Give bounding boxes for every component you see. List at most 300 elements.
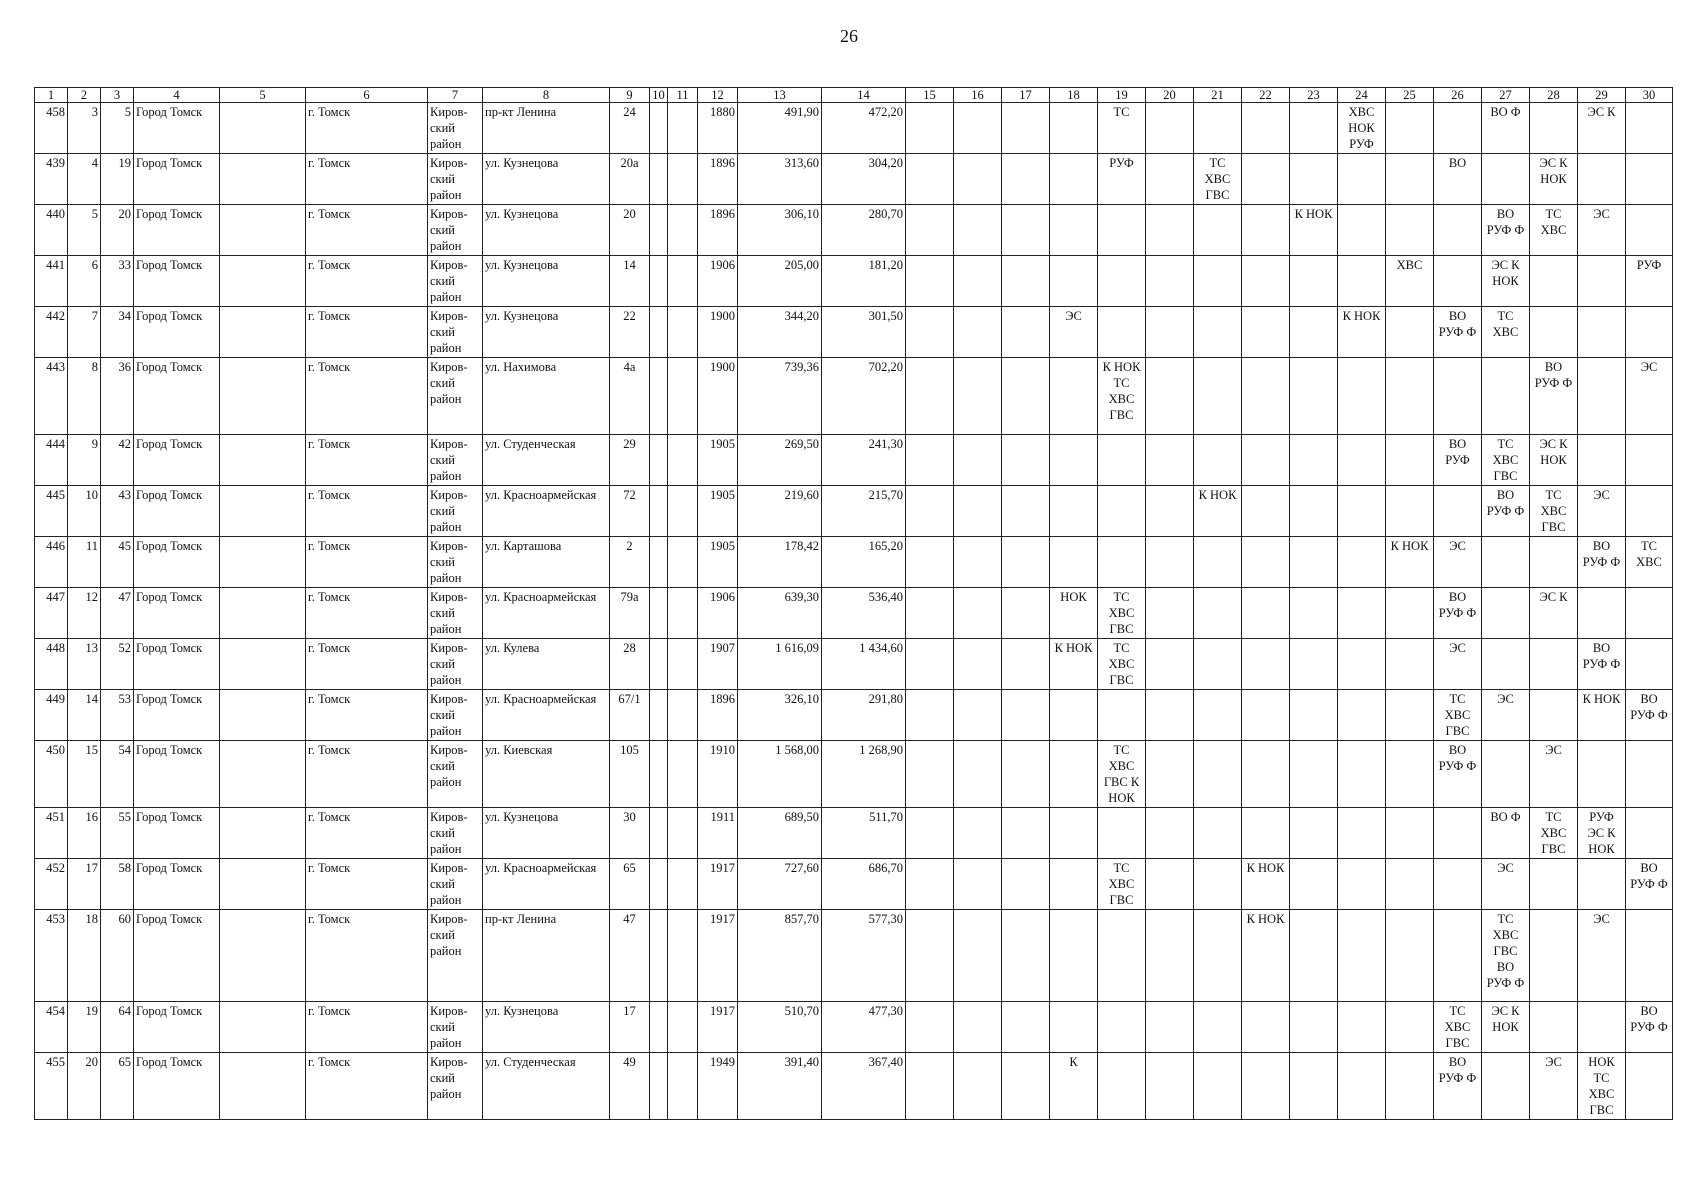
table-cell-col-30: РУФ	[1626, 256, 1673, 307]
table-cell-col-5	[220, 256, 306, 307]
table-cell-col-6: г. Томск	[306, 256, 428, 307]
table-cell-col-27	[1482, 537, 1530, 588]
table-cell-col-23	[1290, 741, 1338, 808]
table-cell-col-28: ТС ХВС ГВС	[1530, 808, 1578, 859]
table-cell-col-18	[1050, 435, 1098, 486]
table-cell-col-19	[1098, 910, 1146, 1002]
table-cell-col-23	[1290, 435, 1338, 486]
table-row	[35, 690, 1673, 741]
table-cell-col-25	[1386, 205, 1434, 256]
table-cell-col-7: Киров-ский район	[428, 639, 483, 690]
table-cell-col-7: Киров-ский район	[428, 358, 483, 435]
table-cell-col-25	[1386, 358, 1434, 435]
table-cell-col-12: 1949	[698, 1053, 738, 1120]
table-cell-col-20	[1146, 154, 1194, 205]
table-cell-col-21	[1194, 256, 1242, 307]
table-cell-col-26: ВО РУФ Ф	[1434, 588, 1482, 639]
table-cell-col-6: г. Томск	[306, 486, 428, 537]
table-cell-col-18: К НОК	[1050, 639, 1098, 690]
table-cell-col-10	[650, 1053, 668, 1120]
table-cell-col-14: 301,50	[822, 307, 906, 358]
table-cell-col-21	[1194, 1053, 1242, 1120]
table-cell-col-24	[1338, 741, 1386, 808]
table-cell-col-5	[220, 588, 306, 639]
table-cell-col-23	[1290, 307, 1338, 358]
table-cell-col-26	[1434, 256, 1482, 307]
table-cell-col-14: 241,30	[822, 435, 906, 486]
table-cell-col-20	[1146, 358, 1194, 435]
column-header-6: 6	[306, 88, 428, 103]
table-cell-col-22	[1242, 639, 1290, 690]
table-cell-col-19	[1098, 1053, 1146, 1120]
table-cell-col-4: Город Томск	[134, 1053, 220, 1120]
table-cell-col-10	[650, 690, 668, 741]
column-header-18: 18	[1050, 88, 1098, 103]
table-cell-col-26: ВО РУФ Ф	[1434, 741, 1482, 808]
column-header-1: 1	[35, 88, 68, 103]
table-cell-col-5	[220, 307, 306, 358]
table-cell-col-13: 1 568,00	[738, 741, 822, 808]
table-cell-col-25	[1386, 1002, 1434, 1053]
table-cell-col-9: 30	[610, 808, 650, 859]
table-cell-col-11	[668, 205, 698, 256]
table-cell-col-6: г. Томск	[306, 537, 428, 588]
table-cell-col-23	[1290, 808, 1338, 859]
table-cell-col-13: 391,40	[738, 1053, 822, 1120]
table-cell-col-11	[668, 1053, 698, 1120]
table-cell-col-8: ул. Кузнецова	[483, 256, 610, 307]
table-cell-col-14: 280,70	[822, 205, 906, 256]
table-row	[35, 910, 1673, 1002]
table-cell-col-4: Город Томск	[134, 486, 220, 537]
table-cell-col-1: 458	[35, 103, 68, 154]
table-cell-col-25	[1386, 859, 1434, 910]
table-cell-col-7: Киров-ский район	[428, 741, 483, 808]
table-cell-col-6: г. Томск	[306, 639, 428, 690]
table-row	[35, 103, 1673, 154]
table-cell-col-9: 24	[610, 103, 650, 154]
table-cell-col-4: Город Томск	[134, 639, 220, 690]
table-cell-col-13: 219,60	[738, 486, 822, 537]
table-cell-col-15	[906, 690, 954, 741]
table-cell-col-12: 1905	[698, 537, 738, 588]
table-cell-col-17	[1002, 205, 1050, 256]
table-cell-col-2: 16	[68, 808, 101, 859]
table-cell-col-7: Киров-ский район	[428, 537, 483, 588]
table-cell-col-22	[1242, 486, 1290, 537]
table-cell-col-16	[954, 639, 1002, 690]
table-cell-col-4: Город Томск	[134, 154, 220, 205]
table-cell-col-13: 313,60	[738, 154, 822, 205]
table-cell-col-25	[1386, 1053, 1434, 1120]
table-cell-col-15	[906, 1053, 954, 1120]
table-cell-col-24	[1338, 910, 1386, 1002]
table-cell-col-20	[1146, 537, 1194, 588]
column-header-25: 25	[1386, 88, 1434, 103]
table-cell-col-11	[668, 154, 698, 205]
table-cell-col-30: ТС ХВС	[1626, 537, 1673, 588]
table-cell-col-8: пр-кт Ленина	[483, 910, 610, 1002]
table-cell-col-17	[1002, 1002, 1050, 1053]
table-cell-col-27: ТС ХВС ГВС ВО РУФ Ф	[1482, 910, 1530, 1002]
table-cell-col-15	[906, 307, 954, 358]
table-cell-col-6: г. Томск	[306, 1053, 428, 1120]
table-cell-col-26: ВО РУФ	[1434, 435, 1482, 486]
table-cell-col-23	[1290, 910, 1338, 1002]
table-cell-col-5	[220, 205, 306, 256]
table-cell-col-22: К НОК	[1242, 910, 1290, 1002]
table-cell-col-22	[1242, 103, 1290, 154]
column-header-5: 5	[220, 88, 306, 103]
table-cell-col-13: 178,42	[738, 537, 822, 588]
table-cell-col-11	[668, 435, 698, 486]
table-cell-col-25	[1386, 690, 1434, 741]
column-header-7: 7	[428, 88, 483, 103]
table-cell-col-13: 727,60	[738, 859, 822, 910]
table-cell-col-8: ул. Карташова	[483, 537, 610, 588]
table-cell-col-22	[1242, 1002, 1290, 1053]
table-cell-col-27: ЭС К НОК	[1482, 1002, 1530, 1053]
table-cell-col-29: ЭС	[1578, 205, 1626, 256]
table-cell-col-3: 64	[101, 1002, 134, 1053]
table-cell-col-14: 477,30	[822, 1002, 906, 1053]
table-cell-col-5	[220, 358, 306, 435]
table-cell-col-29: ЭС	[1578, 910, 1626, 1002]
table-cell-col-14: 472,20	[822, 103, 906, 154]
table-cell-col-30	[1626, 307, 1673, 358]
table-cell-col-29: ВО РУФ Ф	[1578, 639, 1626, 690]
table-cell-col-9: 17	[610, 1002, 650, 1053]
table-cell-col-28	[1530, 859, 1578, 910]
table-cell-col-16	[954, 741, 1002, 808]
table-cell-col-28: ТС ХВС ГВС	[1530, 486, 1578, 537]
table-cell-col-1: 453	[35, 910, 68, 1002]
table-cell-col-2: 10	[68, 486, 101, 537]
table-cell-col-17	[1002, 588, 1050, 639]
table-cell-col-20	[1146, 910, 1194, 1002]
table-cell-col-30	[1626, 588, 1673, 639]
table-cell-col-30	[1626, 154, 1673, 205]
column-header-15: 15	[906, 88, 954, 103]
table-cell-col-21: К НОК	[1194, 486, 1242, 537]
table-cell-col-8: ул. Кузнецова	[483, 154, 610, 205]
table-cell-col-2: 13	[68, 639, 101, 690]
table-cell-col-30	[1626, 808, 1673, 859]
column-header-19: 19	[1098, 88, 1146, 103]
table-cell-col-2: 4	[68, 154, 101, 205]
table-cell-col-5	[220, 859, 306, 910]
table-cell-col-26	[1434, 486, 1482, 537]
table-cell-col-18	[1050, 690, 1098, 741]
table-cell-col-6: г. Томск	[306, 358, 428, 435]
table-cell-col-8: ул. Кузнецова	[483, 307, 610, 358]
table-cell-col-9: 28	[610, 639, 650, 690]
table-cell-col-29: ЭС К	[1578, 103, 1626, 154]
table-cell-col-8: ул. Красноармейская	[483, 588, 610, 639]
table-cell-col-25	[1386, 588, 1434, 639]
table-cell-col-16	[954, 435, 1002, 486]
table-cell-col-30	[1626, 1053, 1673, 1120]
table-cell-col-2: 8	[68, 358, 101, 435]
table-cell-col-26: ТС ХВС ГВС	[1434, 690, 1482, 741]
table-cell-col-30	[1626, 103, 1673, 154]
table-cell-col-11	[668, 358, 698, 435]
table-cell-col-17	[1002, 486, 1050, 537]
table-cell-col-8: ул. Киевская	[483, 741, 610, 808]
column-header-11: 11	[668, 88, 698, 103]
column-header-10: 10	[650, 88, 668, 103]
table-cell-col-28: ЭС К	[1530, 588, 1578, 639]
table-cell-col-2: 19	[68, 1002, 101, 1053]
table-cell-col-25	[1386, 741, 1434, 808]
table-cell-col-24	[1338, 256, 1386, 307]
table-cell-col-15	[906, 154, 954, 205]
table-cell-col-1: 454	[35, 1002, 68, 1053]
column-header-20: 20	[1146, 88, 1194, 103]
table-cell-col-3: 20	[101, 205, 134, 256]
table-cell-col-29: ВО РУФ Ф	[1578, 537, 1626, 588]
table-cell-col-11	[668, 486, 698, 537]
table-cell-col-6: г. Томск	[306, 588, 428, 639]
table-cell-col-10	[650, 741, 668, 808]
table-cell-col-6: г. Томск	[306, 1002, 428, 1053]
table-cell-col-13: 510,70	[738, 1002, 822, 1053]
table-cell-col-28: ЭС К НОК	[1530, 154, 1578, 205]
table-cell-col-27: ВО Ф	[1482, 808, 1530, 859]
table-cell-col-18	[1050, 537, 1098, 588]
table-cell-col-8: ул. Красноармейская	[483, 486, 610, 537]
column-header-23: 23	[1290, 88, 1338, 103]
table-cell-col-26: ЭС	[1434, 639, 1482, 690]
table-cell-col-28	[1530, 307, 1578, 358]
column-header-27: 27	[1482, 88, 1530, 103]
table-cell-col-17	[1002, 1053, 1050, 1120]
table-cell-col-11	[668, 741, 698, 808]
table-cell-col-8: ул. Студенческая	[483, 1053, 610, 1120]
table-cell-col-23: К НОК	[1290, 205, 1338, 256]
table-cell-col-20	[1146, 741, 1194, 808]
table-cell-col-12: 1906	[698, 256, 738, 307]
table-cell-col-22	[1242, 307, 1290, 358]
table-cell-col-10	[650, 205, 668, 256]
table-cell-col-29	[1578, 154, 1626, 205]
table-cell-col-22	[1242, 537, 1290, 588]
table-cell-col-9: 4а	[610, 358, 650, 435]
table-cell-col-20	[1146, 205, 1194, 256]
table-cell-col-7: Киров-ский район	[428, 690, 483, 741]
table-cell-col-10	[650, 435, 668, 486]
table-cell-col-6: г. Томск	[306, 859, 428, 910]
table-cell-col-1: 451	[35, 808, 68, 859]
table-cell-col-7: Киров-ский район	[428, 307, 483, 358]
table-cell-col-26	[1434, 859, 1482, 910]
table-cell-col-13: 689,50	[738, 808, 822, 859]
table-cell-col-12: 1880	[698, 103, 738, 154]
table-cell-col-3: 58	[101, 859, 134, 910]
table-cell-col-4: Город Томск	[134, 1002, 220, 1053]
table-cell-col-14: 511,70	[822, 808, 906, 859]
table-cell-col-15	[906, 486, 954, 537]
table-cell-col-6: г. Томск	[306, 741, 428, 808]
table-cell-col-27	[1482, 358, 1530, 435]
table-row	[35, 435, 1673, 486]
table-cell-col-7: Киров-ский район	[428, 435, 483, 486]
table-cell-col-20	[1146, 1053, 1194, 1120]
table-cell-col-20	[1146, 307, 1194, 358]
table-cell-col-2: 18	[68, 910, 101, 1002]
table-cell-col-19	[1098, 205, 1146, 256]
table-cell-col-28	[1530, 1002, 1578, 1053]
table-cell-col-10	[650, 154, 668, 205]
table-cell-col-11	[668, 639, 698, 690]
table-cell-col-1: 450	[35, 741, 68, 808]
table-cell-col-6: г. Томск	[306, 435, 428, 486]
table-cell-col-18: НОК	[1050, 588, 1098, 639]
table-cell-col-10	[650, 910, 668, 1002]
table-row	[35, 741, 1673, 808]
table-cell-col-7: Киров-ский район	[428, 256, 483, 307]
table-cell-col-2: 12	[68, 588, 101, 639]
table-cell-col-9: 29	[610, 435, 650, 486]
table-cell-col-12: 1911	[698, 808, 738, 859]
table-cell-col-15	[906, 1002, 954, 1053]
table-cell-col-4: Город Томск	[134, 435, 220, 486]
table-cell-col-19	[1098, 307, 1146, 358]
table-cell-col-29	[1578, 358, 1626, 435]
table-cell-col-10	[650, 537, 668, 588]
table-cell-col-25: К НОК	[1386, 537, 1434, 588]
table-cell-col-19: ТС	[1098, 103, 1146, 154]
table-cell-col-5	[220, 910, 306, 1002]
table-cell-col-27	[1482, 639, 1530, 690]
table-cell-col-22: К НОК	[1242, 859, 1290, 910]
table-cell-col-28: ЭС	[1530, 741, 1578, 808]
table-cell-col-29: К НОК	[1578, 690, 1626, 741]
table-cell-col-5	[220, 741, 306, 808]
table-cell-col-29	[1578, 741, 1626, 808]
table-row	[35, 154, 1673, 205]
table-cell-col-4: Город Томск	[134, 588, 220, 639]
table-cell-col-23	[1290, 639, 1338, 690]
table-cell-col-8: ул. Кузнецова	[483, 1002, 610, 1053]
table-cell-col-7: Киров-ский район	[428, 154, 483, 205]
table-cell-col-10	[650, 859, 668, 910]
table-cell-col-27	[1482, 588, 1530, 639]
column-header-13: 13	[738, 88, 822, 103]
table-cell-col-21	[1194, 307, 1242, 358]
column-header-30: 30	[1626, 88, 1673, 103]
table-cell-col-12: 1896	[698, 205, 738, 256]
column-header-17: 17	[1002, 88, 1050, 103]
table-cell-col-7: Киров-ский район	[428, 588, 483, 639]
table-cell-col-24	[1338, 486, 1386, 537]
table-cell-col-14: 1 434,60	[822, 639, 906, 690]
table-cell-col-16	[954, 154, 1002, 205]
table-cell-col-23	[1290, 1002, 1338, 1053]
table-cell-col-21	[1194, 358, 1242, 435]
table-cell-col-4: Город Томск	[134, 808, 220, 859]
column-header-3: 3	[101, 88, 134, 103]
table-cell-col-1: 448	[35, 639, 68, 690]
table-cell-col-3: 60	[101, 910, 134, 1002]
table-cell-col-4: Город Томск	[134, 358, 220, 435]
table-cell-col-18: К	[1050, 1053, 1098, 1120]
table-cell-col-28	[1530, 103, 1578, 154]
table-cell-col-17	[1002, 358, 1050, 435]
table-row	[35, 537, 1673, 588]
table-cell-col-3: 33	[101, 256, 134, 307]
table-cell-col-1: 455	[35, 1053, 68, 1120]
table-cell-col-16	[954, 486, 1002, 537]
table-cell-col-3: 42	[101, 435, 134, 486]
table-cell-col-14: 1 268,90	[822, 741, 906, 808]
table-cell-col-15	[906, 588, 954, 639]
table-cell-col-2: 15	[68, 741, 101, 808]
column-header-16: 16	[954, 88, 1002, 103]
table-cell-col-24	[1338, 690, 1386, 741]
table-cell-col-19	[1098, 435, 1146, 486]
table-cell-col-12: 1905	[698, 486, 738, 537]
table-cell-col-26: ВО РУФ Ф	[1434, 1053, 1482, 1120]
table-cell-col-4: Город Томск	[134, 205, 220, 256]
table-cell-col-25	[1386, 154, 1434, 205]
table-cell-col-8: ул. Красноармейская	[483, 859, 610, 910]
table-cell-col-21	[1194, 205, 1242, 256]
table-cell-col-22	[1242, 256, 1290, 307]
table-cell-col-16	[954, 690, 1002, 741]
table-cell-col-24	[1338, 859, 1386, 910]
table-cell-col-19: ТС ХВС ГВС	[1098, 859, 1146, 910]
table-cell-col-1: 452	[35, 859, 68, 910]
table-cell-col-17	[1002, 103, 1050, 154]
table-cell-col-18	[1050, 808, 1098, 859]
table-cell-col-7: Киров-ский район	[428, 205, 483, 256]
table-cell-col-28: ЭС	[1530, 1053, 1578, 1120]
table-cell-col-29	[1578, 588, 1626, 639]
table-cell-col-11	[668, 537, 698, 588]
table-cell-col-29	[1578, 859, 1626, 910]
data-table	[34, 87, 1673, 1120]
table-cell-col-9: 65	[610, 859, 650, 910]
table-cell-col-1: 444	[35, 435, 68, 486]
table-cell-col-4: Город Томск	[134, 859, 220, 910]
table-cell-col-2: 17	[68, 859, 101, 910]
table-row	[35, 859, 1673, 910]
table-cell-col-23	[1290, 588, 1338, 639]
table-cell-col-24	[1338, 435, 1386, 486]
table-cell-col-21	[1194, 910, 1242, 1002]
table-cell-col-2: 14	[68, 690, 101, 741]
table-cell-col-10	[650, 486, 668, 537]
table-cell-col-14: 215,70	[822, 486, 906, 537]
table-cell-col-12: 1900	[698, 358, 738, 435]
column-header-26: 26	[1434, 88, 1482, 103]
table-cell-col-23	[1290, 256, 1338, 307]
table-cell-col-30: ВО РУФ Ф	[1626, 1002, 1673, 1053]
table-cell-col-6: г. Томск	[306, 307, 428, 358]
table-cell-col-26	[1434, 808, 1482, 859]
table-cell-col-23	[1290, 103, 1338, 154]
table-cell-col-23	[1290, 537, 1338, 588]
table-cell-col-26	[1434, 910, 1482, 1002]
table-cell-col-7: Киров-ский район	[428, 910, 483, 1002]
table-cell-col-16	[954, 256, 1002, 307]
column-header-29: 29	[1578, 88, 1626, 103]
table-cell-col-4: Город Томск	[134, 910, 220, 1002]
table-cell-col-5	[220, 537, 306, 588]
table-cell-col-21	[1194, 859, 1242, 910]
table-cell-col-5	[220, 103, 306, 154]
